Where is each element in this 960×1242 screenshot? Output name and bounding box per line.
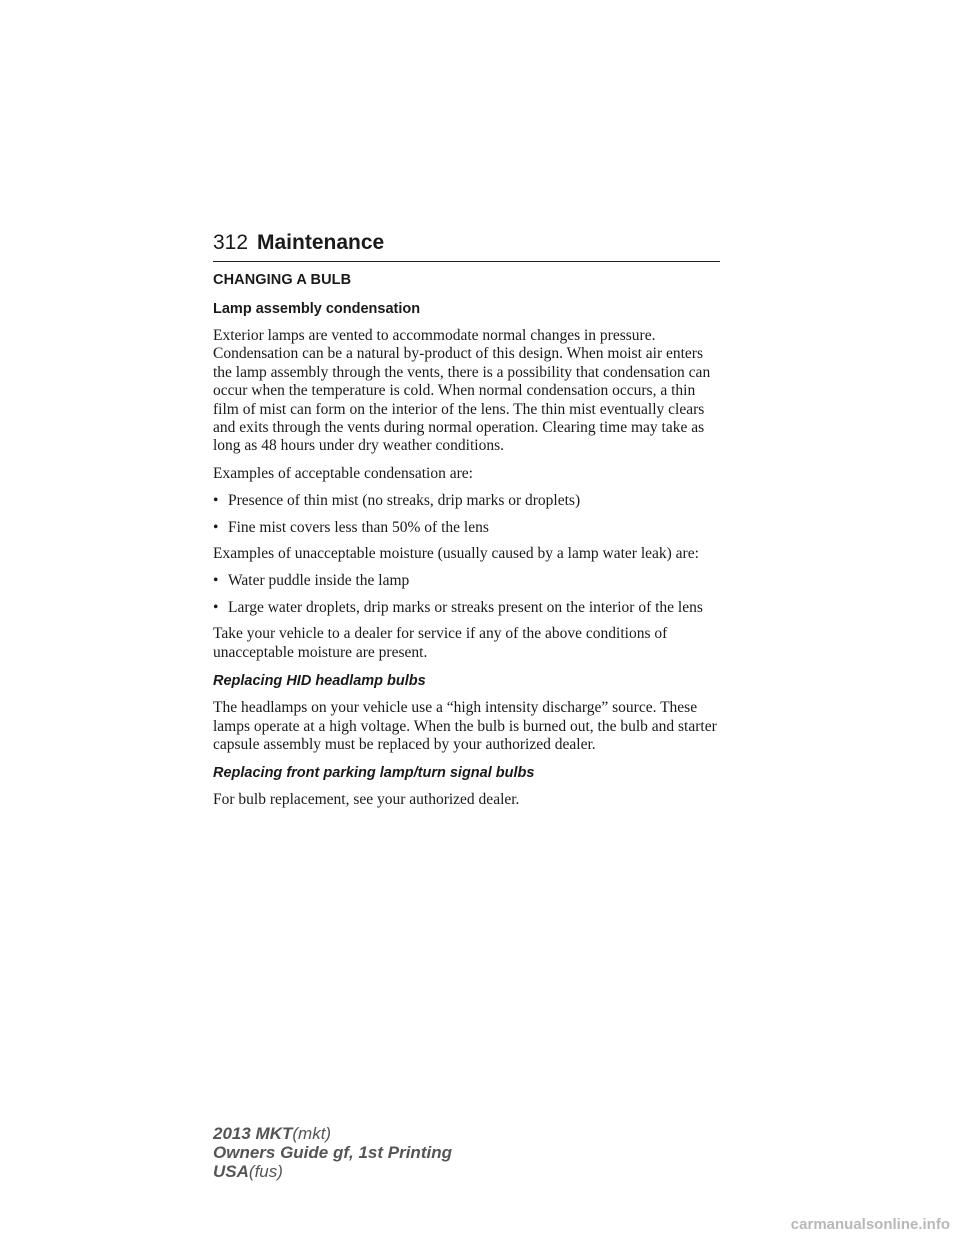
paragraph-dealer-service: Take your vehicle to a dealer for service if any of the above conditions of unacceptable moisture are present.	[213, 625, 668, 661]
page-number: 312	[213, 231, 249, 254]
bullet-glyph: •	[213, 598, 219, 616]
footer-line-model	[213, 1124, 452, 1143]
paragraph-hid-headlamp: The headlamps on your vehicle use a “high intensity discharge” source. These lamps operate at a high voltage. When the bulb is burned out, the bulb and starter capsule assembly must be replaced by your authorized dealer.	[213, 699, 717, 753]
footer-guide: Owners Guide gf, 1st Printing	[213, 1143, 452, 1162]
paragraph-acceptable-intro: Examples of acceptable condensation are:	[213, 464, 473, 482]
print-footer	[213, 1124, 452, 1181]
footer-market: USA	[213, 1162, 249, 1181]
list-item-acceptable	[213, 492, 723, 510]
heading-hid-headlamp: Replacing HID headlamp bulbs	[213, 673, 426, 690]
paragraph-unacceptable-intro: Examples of unacceptable moisture (usually caused by a lamp water leak) are:	[213, 545, 699, 563]
heading-front-parking-lamp: Replacing front parking lamp/turn signal bulbs	[213, 765, 535, 782]
heading-lamp-condensation: Lamp assembly condensation	[213, 301, 421, 317]
list-item-acceptable	[213, 519, 723, 537]
list-item-text: Water puddle inside the lamp	[228, 572, 410, 590]
bullet-glyph: •	[213, 518, 219, 536]
footer-line-market	[213, 1162, 452, 1181]
list-item-text: Presence of thin mist (no streaks, drip marks or droplets)	[228, 492, 581, 510]
list-item-text: Large water droplets, drip marks or streaks present on the interior of the lens	[228, 598, 703, 616]
heading-changing-a-bulb: CHANGING A BULB	[213, 272, 352, 288]
paragraph-condensation: Exterior lamps are vented to accommodate normal changes in pressure. Condensation can be a natural by-product of this design. When moist air enters the lamp assembly through the vents, there is a possibility that condensation can occur when the temperature is cold. When normal condensation occurs, a thin film of mist can form on the interior of the lens. The thin mist eventually clears and exits through the vents during normal operation. Clearing time may take as long as 48 hours under dry weather conditions.	[213, 327, 711, 455]
site-watermark: carmanualsonline.info	[790, 1216, 950, 1233]
paragraph-front-parking-lamp: For bulb replacement, see your authorized dealer.	[213, 791, 520, 809]
list-item-text: Fine mist covers less than 50% of the lens	[228, 518, 489, 536]
section-title: Maintenance	[257, 231, 385, 254]
bullet-glyph: •	[213, 492, 219, 510]
list-item-unacceptable	[213, 572, 723, 590]
footer-model-code: (mkt)	[292, 1124, 332, 1143]
page-content	[213, 270, 723, 819]
footer-market-code: (fus)	[248, 1162, 283, 1181]
page-header	[213, 229, 720, 262]
footer-model: 2013 MKT	[213, 1124, 293, 1143]
list-item-unacceptable	[213, 599, 723, 617]
bullet-glyph: •	[213, 572, 219, 590]
